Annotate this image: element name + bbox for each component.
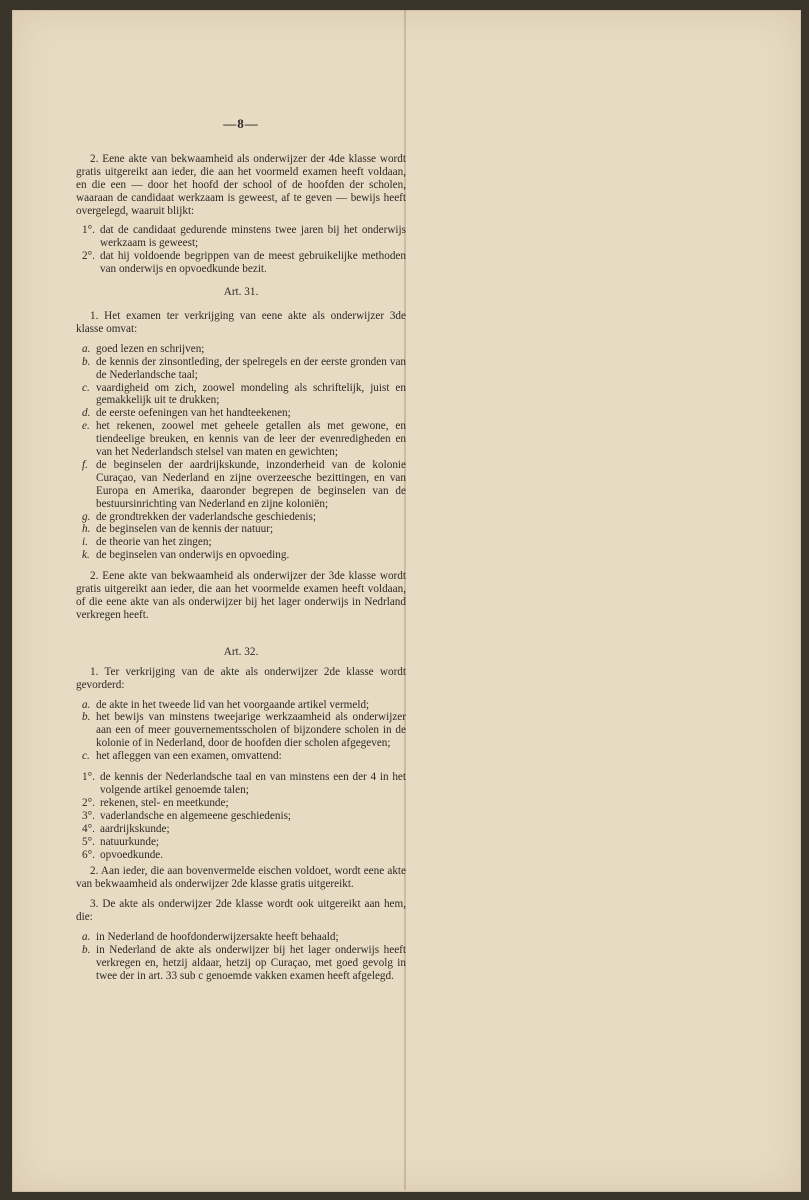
list-item-label: 1°. [82, 224, 95, 237]
list-item [82, 944, 406, 983]
list-item [82, 382, 406, 408]
list-item [82, 750, 406, 763]
list-item [82, 549, 406, 562]
list-item-text: opvoedkunde. [100, 848, 164, 861]
list-item-label: 2°. [82, 250, 95, 263]
list-item [82, 511, 406, 524]
list-item-label: b. [82, 355, 91, 368]
list-item-text: in Nederland de akte als onderwijzer bij het lager onderwijs heeft verkregen en, hetzij aldaar, hetzij op Curaçao, met goed gevolg in twee der in art. 33 sub c genoemde vakken examen heeft afgelegd. [96, 943, 406, 982]
list-item-text: de kennis der zinsontleding, der spelregels en der eerste gronden van de Nederlandsche taal; [96, 355, 406, 381]
list-item-label: 3°. [82, 809, 95, 822]
article-heading: Art. 32. [223, 645, 259, 658]
list-item-label: d. [82, 407, 91, 420]
list-item [82, 931, 406, 944]
paragraph: 1. Ter verkrijging van de akte als onderwijzer 2de klasse wordt gevorderd: [76, 665, 406, 691]
list-item [82, 459, 406, 511]
list-item-text: rekenen, stel- en meetkunde; [100, 796, 229, 809]
list-item-text: natuurkunde; [100, 835, 160, 848]
lettered-list [76, 931, 406, 983]
list-item-label: i. [82, 536, 88, 549]
paragraph: 2. Aan ieder, die aan bovenvermelde eischen voldoet, wordt eene akte van bekwaamheid als onderwijzer 2de klasse gratis uitgereikt. [76, 865, 406, 891]
list-item-label: a. [82, 342, 91, 355]
list-item-text: in Nederland de hoofdonderwijzersakte heeft behaald; [96, 931, 339, 944]
list-item [82, 823, 406, 836]
list-item-text: de beginselen van de kennis der natuur; [96, 523, 274, 536]
list-item-label: f. [82, 458, 88, 471]
page-number: —8— [223, 116, 259, 131]
list-item-label: h. [82, 523, 91, 536]
list-item-label: a. [82, 931, 91, 944]
list-item [82, 420, 406, 459]
list-item-label: k. [82, 549, 90, 562]
list-item [82, 343, 406, 356]
numbered-list [76, 224, 406, 276]
list-item [82, 836, 406, 849]
paragraph: 2. Eene akte van bekwaamheid als onderwijzer der 4de klasse wordt gratis uitgereikt aan ieder, die aan het voormeld examen heeft voldaan, en die een — door het hoofd der school of de hoofden der scholen, waaraan de candidaat werkzaam is geweest, af te geven — bewijs heeft overgelegd, waaruit blijkt: [76, 152, 406, 217]
list-item [82, 711, 406, 750]
list-item-text: vaardigheid om zich, zoowel mondeling als schriftelijk, juist en gemakkelijk uit te drukken; [96, 381, 406, 407]
list-item [82, 699, 406, 712]
list-item [82, 224, 406, 250]
article-heading: Art. 31. [223, 286, 259, 299]
list-item [82, 407, 406, 420]
list-item [82, 356, 406, 382]
list-item-text: de eerste oefeningen van het handteekenen; [96, 407, 291, 420]
list-item-text: de beginselen van onderwijs en opvoeding. [96, 549, 290, 562]
list-item [82, 810, 406, 823]
list-item-label: e. [82, 420, 90, 433]
list-item-label: c. [82, 381, 90, 394]
list-item-label: g. [82, 510, 91, 523]
list-item-text: de kennis der Nederlandsche taal en van minstens een der 4 in het volgende artikel genoemde talen; [100, 771, 406, 796]
list-item [82, 250, 406, 276]
paragraph: 3. De akte als onderwijzer 2de klasse wordt ook uitgereikt aan hem, die: [76, 898, 406, 924]
list-item [82, 771, 406, 797]
list-item-text: aardrijkskunde; [100, 822, 170, 835]
list-item-label: a. [82, 698, 91, 711]
list-item-text: de theorie van het zingen; [96, 536, 212, 549]
list-item-label: 1°. [82, 771, 95, 784]
numbered-list [76, 771, 406, 861]
list-item [82, 797, 406, 810]
paragraph: 1. Het examen ter verkrijging van eene akte als onderwijzer 3de klasse omvat: [76, 309, 406, 335]
paragraph: 2. Eene akte van bekwaamheid als onderwijzer der 3de klasse wordt gratis uitgereikt aan ieder, die aan het voormelde examen heeft voldaan, of die eene akte van als onderwijzer bij het lager onderwijs in Nedrland verkregen heeft. [76, 570, 406, 621]
list-item [82, 849, 406, 862]
list-item-text: de akte in het tweede lid van het voorgaande artikel vermeld; [96, 698, 370, 711]
list-item-text: het bewijs van minstens tweejarige werkzaamheid als onderwijzer aan een of meer gouvernementsscholen of bijzondere scholen in de kolonie of in Nederland, door de hoofden dier scholen afgegeven; [96, 711, 406, 750]
list-item [82, 536, 406, 549]
lettered-list [76, 343, 406, 562]
list-item-text: de grondtrekken der vaderlandsche geschiedenis; [96, 510, 316, 523]
page-content [76, 118, 406, 991]
list-item-text: de beginselen der aardrijkskunde, inzonderheid van de kolonie Curaçao, van Nederland en zijne overzeesche bezittingen, en van Europa en Amerika, daaronder begrepen de beginselen van de bestuursinrichting van Nederland en zijne koloniën; [96, 458, 406, 510]
list-item-label: 6°. [82, 848, 95, 861]
list-item-text: dat hij voldoende begrippen van de meest gebruikelijke methoden van onderwijs en opvoedkunde bezit. [100, 250, 406, 276]
list-item-label: b. [82, 711, 91, 724]
list-item-text: het afleggen van een examen, omvattend: [96, 750, 282, 763]
lettered-list [76, 699, 406, 764]
list-item-text: dat de candidaat gedurende minstens twee jaren bij het onderwijs werkzaam is geweest; [100, 224, 406, 250]
list-item [82, 523, 406, 536]
list-item-label: 4°. [82, 822, 95, 835]
list-item-text: goed lezen en schrijven; [96, 342, 205, 355]
list-item-label: 2°. [82, 796, 95, 809]
list-item-label: b. [82, 943, 91, 956]
list-item-text: vaderlandsche en algemeene geschiedenis; [100, 809, 292, 822]
list-item-text: het rekenen, zoowel met geheele getallen als met gewone, en tiendeelige breuken, en kennis van de leer der evenredigheden en van het Nederlandsch stelsel van maten en gewichten; [96, 420, 406, 459]
list-item-label: c. [82, 750, 90, 763]
list-item-label: 5°. [82, 835, 95, 848]
